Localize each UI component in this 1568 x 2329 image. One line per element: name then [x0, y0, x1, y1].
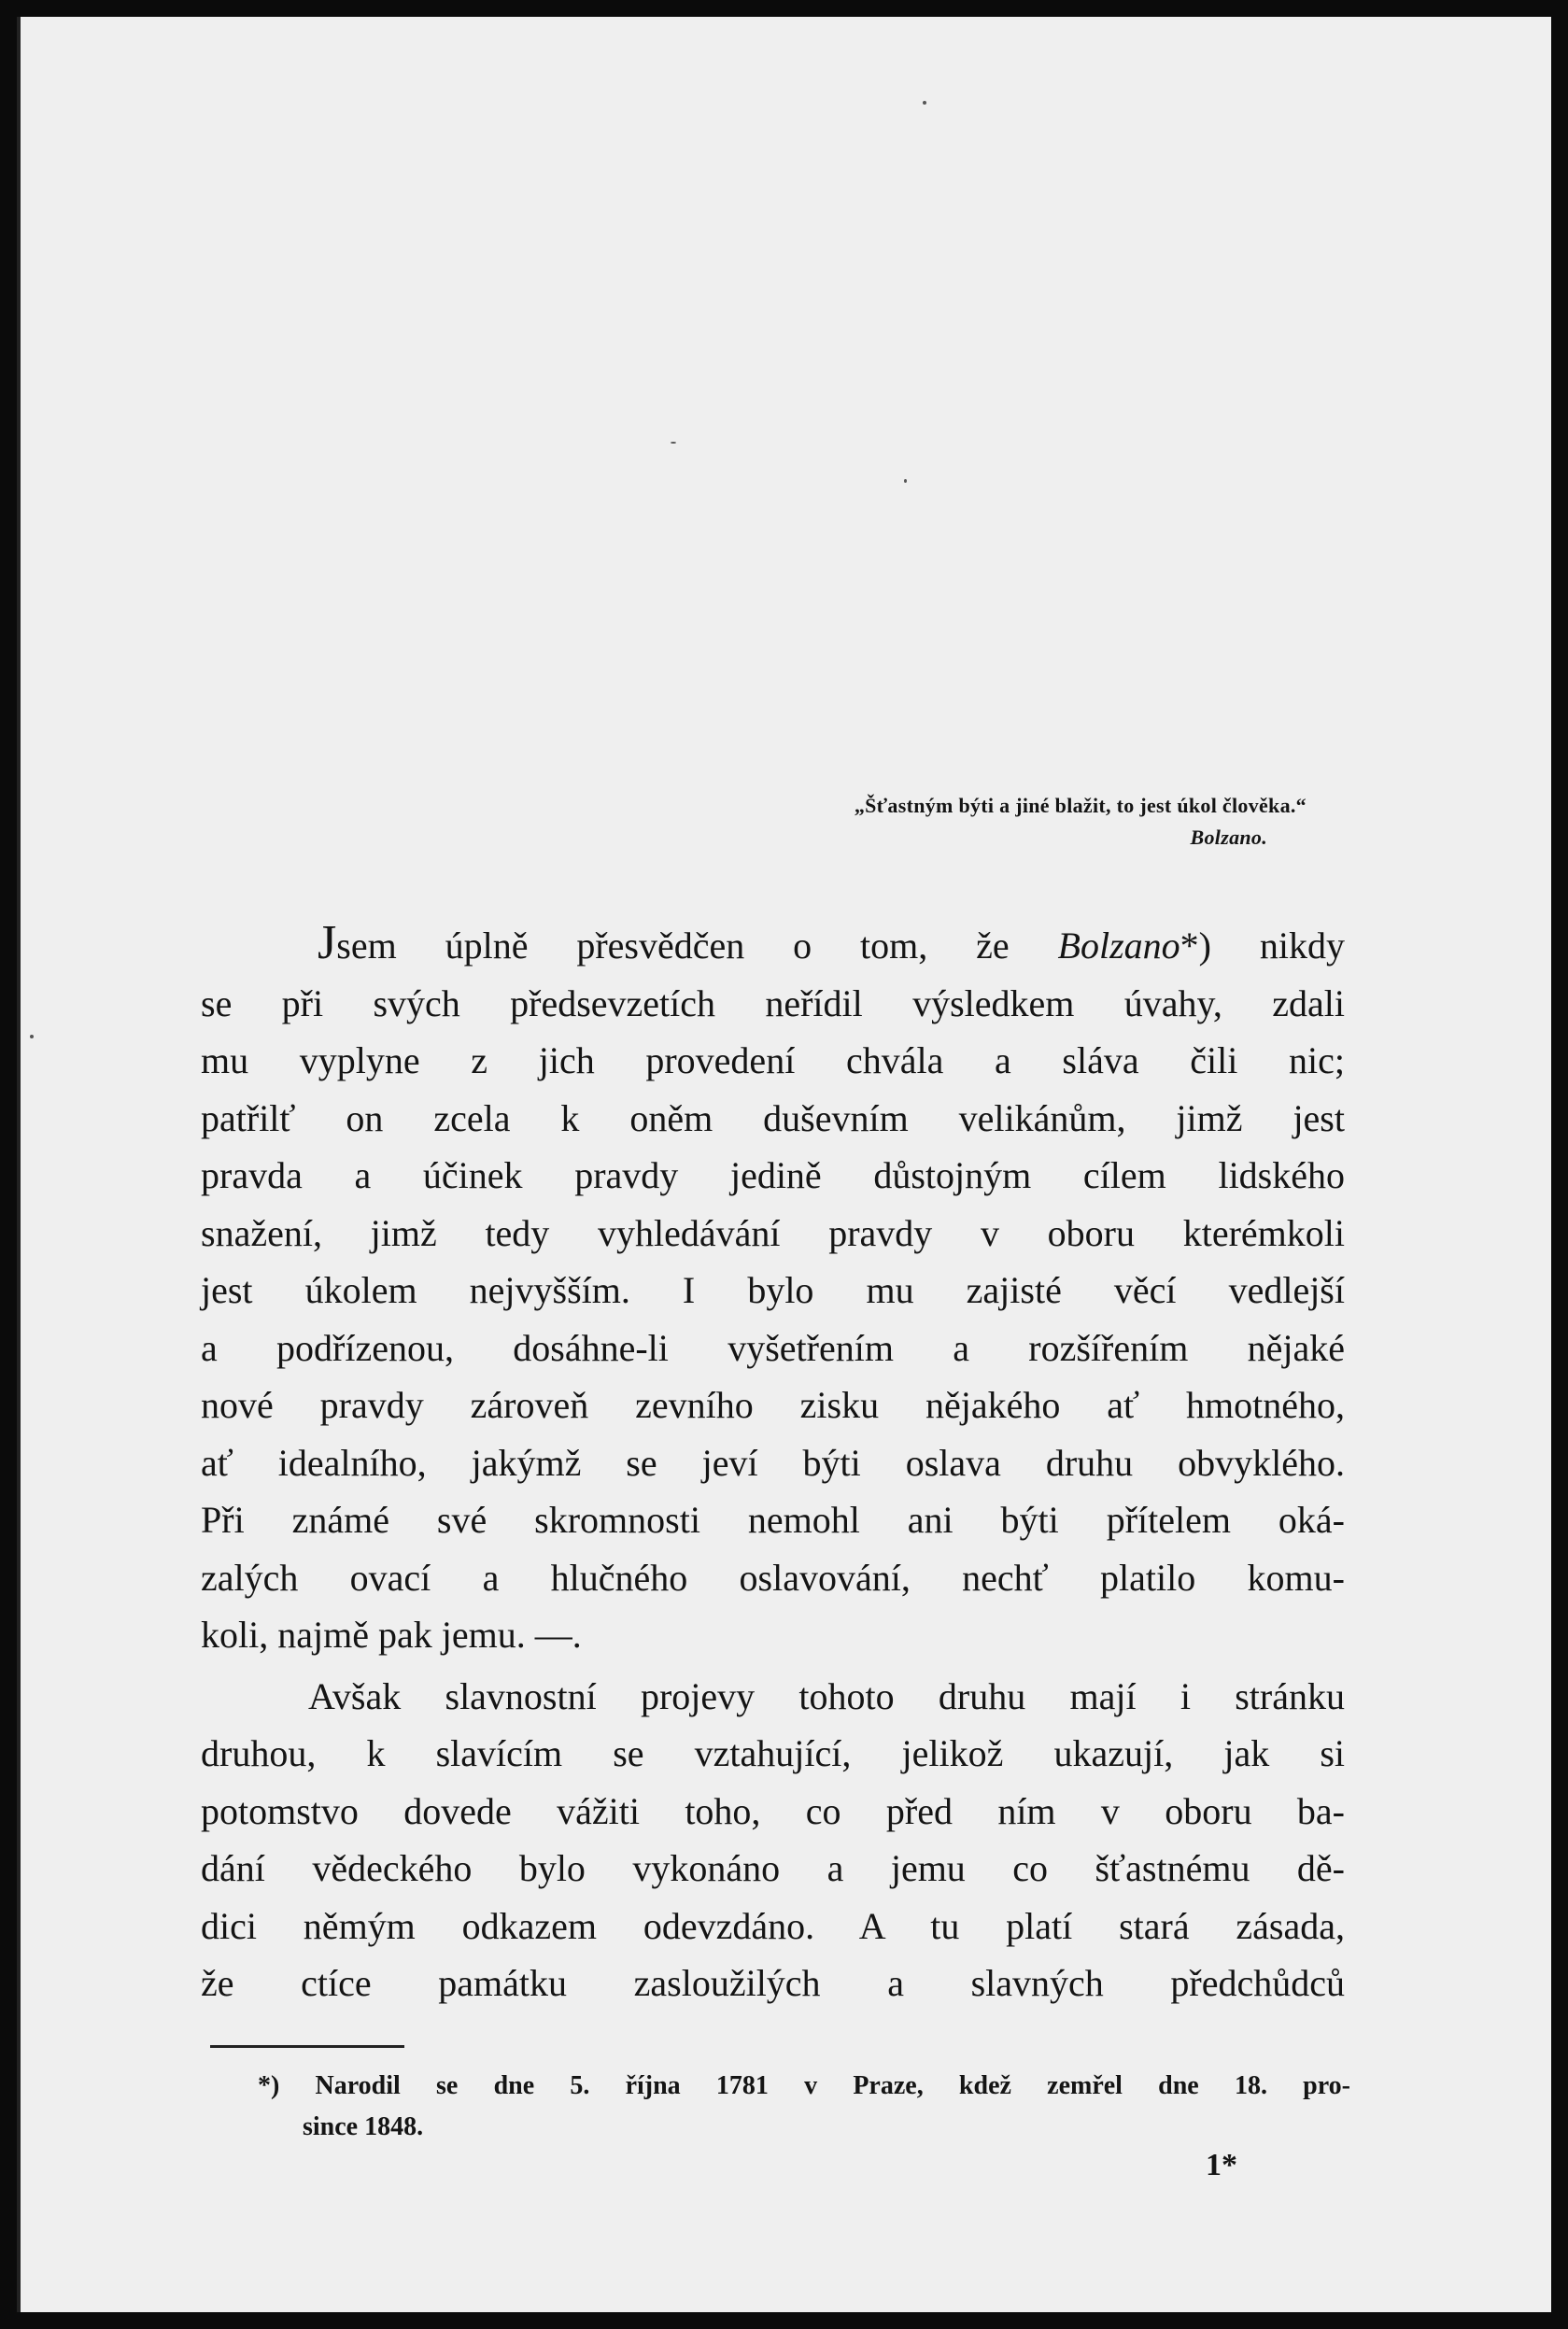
page-left-edge — [17, 17, 21, 2312]
text-run: *) nikdy — [1180, 925, 1345, 967]
text-line: druhou, k slavícím se vztahující, jelikož ukazují, jak si — [201, 1732, 1345, 1774]
text-line: se při svých předsevzetích neřídil výsledkem úvahy, zdali — [201, 981, 1345, 1024]
footnote-line: *) Narodil se dne 5. října 1781 v Praze, kdež zemřel dne 18. pro- — [258, 2071, 1350, 2100]
text-line: že ctíce památku zasloužilých a slavných předchůdců — [201, 1962, 1345, 2004]
paragraph-2 — [201, 1668, 1345, 2012]
text-line: snažení, jimž tedy vyhledávání pravdy v oboru kterémkoli — [201, 1211, 1345, 1254]
epigraph — [466, 790, 1307, 854]
footnote-rule — [210, 2045, 404, 2048]
footnote — [258, 2066, 1350, 2148]
text-run: sem úplně přesvědčen o tom, že — [336, 925, 1058, 967]
text-line — [201, 917, 1345, 975]
paper-speck — [923, 101, 926, 105]
signature-mark: 1* — [1206, 2148, 1237, 2182]
main-text — [201, 917, 1345, 2012]
text-line: ať idealního, jakýmž se jeví býti oslava druhu obvyklého. — [201, 1441, 1345, 1484]
text-line: Avšak slavnostní projevy tohoto druhu mají i stránku — [308, 1674, 1345, 1717]
text-line: dici němým odkazem odevzdáno. A tu platí stará zásada, — [201, 1904, 1345, 1947]
text-line: potomstvo dovede vážiti toho, co před ním v oboru ba- — [201, 1789, 1345, 1832]
text-line: a podřízenou, dosáhne-li vyšetřením a rozšířením nějaké — [201, 1326, 1345, 1369]
text-line: jest úkolem nejvyšším. I bylo mu zajisté věcí vedlejší — [201, 1269, 1345, 1311]
text-line: dání vědeckého bylo vykonáno a jemu co šťastnému dě- — [201, 1847, 1345, 1889]
paragraph-1 — [201, 917, 1345, 1664]
drop-cap: J — [318, 916, 337, 969]
paper-speck — [30, 1035, 34, 1038]
text-line: nové pravdy zároveň zevního zisku nějakého ať hmotného, — [201, 1384, 1345, 1426]
text-line: patřilť on zcela k oněm duševním velikánům, jimž jest — [201, 1096, 1345, 1139]
epigraph-author: Bolzano. — [1190, 826, 1267, 849]
paper-speck — [671, 442, 676, 444]
epigraph-quote: „Šťastným býti a jiné blažit, to jest úkol člověka.“ — [854, 794, 1307, 817]
book-page — [17, 17, 1551, 2312]
text-line: pravda a účinek pravdy jedině důstojným cílem lidského — [201, 1154, 1345, 1196]
text-line: Při známé své skromnosti nemohl ani býti přítelem oká- — [201, 1499, 1345, 1541]
paper-speck — [904, 479, 907, 483]
text-line: koli, najmě pak jemu. —. — [201, 1614, 582, 1656]
footnote-line: since 1848. — [303, 2112, 424, 2141]
text-line: zalých ovací a hlučného oslavování, nechť platilo komu- — [201, 1556, 1345, 1599]
italic-name: Bolzano — [1057, 925, 1180, 967]
text-line: mu vyplyne z jich provedení chvála a sláva čili nic; — [201, 1039, 1345, 1081]
